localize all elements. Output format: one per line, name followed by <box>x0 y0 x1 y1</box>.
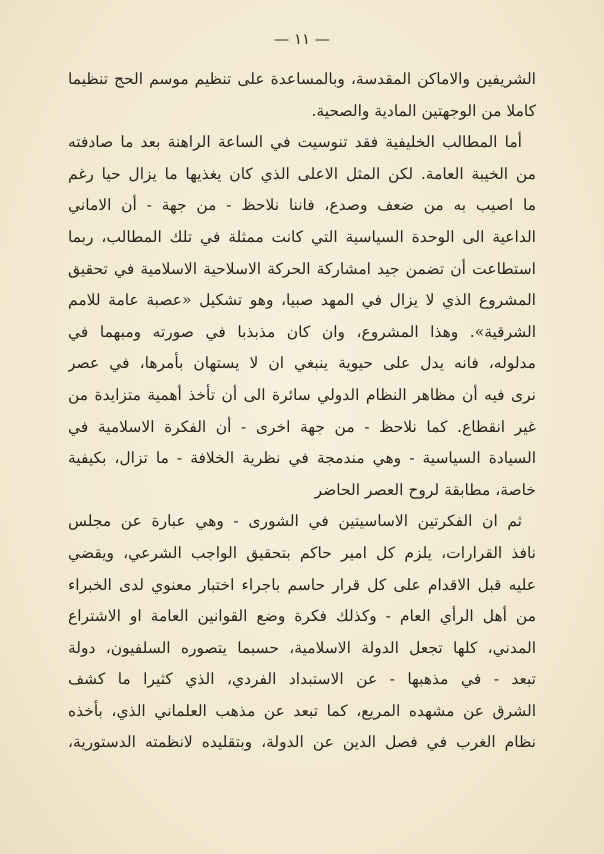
text-line: خاصة، مطابقة لروح العصر الحاضر <box>314 480 536 499</box>
text-line: الشرق عن مشهده المريع، كما تبعد عن مذهب العلماني الذي، بأخذه <box>68 701 536 720</box>
page-number: — ١١ — <box>274 30 330 48</box>
text-line: غير انقطاع. كما نلاحظ - من جهة اخرى - أن الفكرة الاسلامية في <box>68 417 536 436</box>
text-line: من الخيبة العامة. لكن المثل الاعلى الذي كان يغذيها ما يزال حيا رغم <box>68 164 536 183</box>
text-line: استطاعت أن تضمن جيد امشاركة الحركة الاسلاحية الاسلامية في تحقيق <box>68 259 536 278</box>
text-line: الداعية الى الوحدة السياسية التي كانت ممثلة في تلك المطالب، ربما <box>68 227 536 246</box>
text-line: نرى فيه أن مظاهر النظام الدولي سائرة الى أن تأخذ أهمية متزايدة من <box>68 385 536 404</box>
text-line: نظام الغرب في فصل الدين عن الدولة، وبتقليده لانظمته الدستورية، <box>68 733 536 752</box>
text-line: المشروع الذي لا يزال في المهد صبيا، وهو تشكيل «عصبة عامة للامم <box>68 291 536 310</box>
text-line: الشريفين والاماكن المقدسة، وبالمساعدة على تنظيم موسم الحج تنظيما <box>68 70 536 88</box>
text-line: ثم ان الفكرتين الاساسيتين في الشورى - وهي عبارة عن مجلس <box>68 512 522 531</box>
text-line: من أهل الرأي العام - وكذلك فكرة وضع القوانين العامة او الاشتراع <box>68 607 536 626</box>
text-line: السيادة السياسية - وهي مندمجة في نظرية الخلافة - ما تزال، بكيفية <box>68 449 536 468</box>
text-line: مدلوله، فانه يدل على حيوية ينبغي ان لا يستهان بأمرها، في عصر <box>68 354 536 373</box>
text-line: تبعد - في مذهبها - عن الاستبداد الفردي، الذي كثيرا ما كشف <box>68 670 536 689</box>
body-text <box>68 64 536 759</box>
text-line: نافذ القرارات، يلزم كل امير حاكم بتحقيق الواجب الشرعي، ويقضي <box>68 543 536 562</box>
text-line: عليه قبل الاقدام على كل قرار حاسم باجراء اختبار معنوي لدى الخبراء <box>68 575 536 594</box>
text-line: أما المطالب الخليفية فقد تنوسيت في الساعة الراهنة بعد ما صادفته <box>68 133 522 152</box>
text-line: ما اصيب به من ضعف وصدع، فاننا نلاحظ - من جهة - أن الاماني <box>68 196 536 215</box>
text-line: الشرقية». وهذا المشروع، وان كان مذبذبا في صورته ومبهما في <box>68 322 536 341</box>
text-line: كاملا من الوجهتين المادية والصحية. <box>311 101 536 120</box>
text-line: المدني، كلها تجعل الدولة الاسلامية، حسبما يتصوره السلفيون، دولة <box>68 638 536 657</box>
